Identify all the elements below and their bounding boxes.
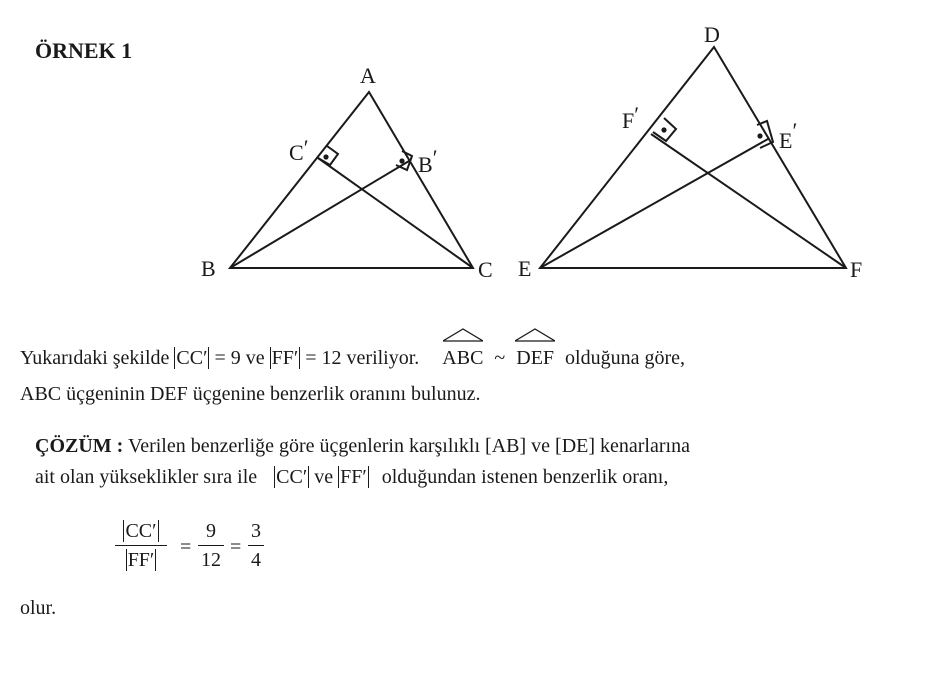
fraction-3-over-4: $\frac{3}{4}$ bbox=[248, 520, 264, 572]
label-c: C bbox=[478, 257, 493, 282]
label-b: B bbox=[201, 256, 216, 281]
similar-triangles-figure bbox=[0, 0, 938, 300]
similarity-sign: ~ bbox=[494, 347, 506, 369]
fraction-9-over-12: $\frac{9}{12}$ bbox=[198, 520, 224, 572]
solution-line-2: ait olan yükseklikler sıra ile CC′ ve FF′ olduğundan istenen benzerlik oranı, bbox=[35, 466, 669, 488]
segment-cc-prime: CC′ bbox=[176, 347, 208, 369]
triangle-def bbox=[540, 47, 846, 268]
example-title: ÖRNEK 1 bbox=[35, 38, 133, 63]
solution-label: ÇÖZÜM : bbox=[35, 435, 124, 457]
solution-end: olur. bbox=[20, 597, 57, 619]
label-b-prime: B′ bbox=[418, 145, 438, 177]
equals-sign-1: = bbox=[180, 536, 192, 558]
segment-ff-prime: FF′ bbox=[271, 347, 299, 369]
altitude-cc-prime bbox=[318, 158, 473, 268]
problem-line-2: ABC üçgeninin DEF üçgenine benzerlik oranını bulunuz. bbox=[20, 383, 481, 405]
segment-cc-prime: CC′ bbox=[276, 466, 308, 488]
altitude-ee-prime bbox=[540, 139, 768, 268]
triangle-hat-icon bbox=[443, 328, 483, 342]
solution-line-1: ÇÖZÜM : Verilen benzerliğe göre üçgenlerin karşılıklı [AB] ve [DE] kenarlarına bbox=[35, 435, 690, 457]
equals-sign-2: = bbox=[230, 536, 242, 558]
fraction-cc-over-ff: $\frac{CC'}{FF'}$ bbox=[115, 520, 167, 572]
label-e-prime: E′ bbox=[779, 118, 798, 153]
triangle-def-symbol: DEF bbox=[516, 348, 554, 368]
altitude-bb-prime bbox=[230, 161, 409, 268]
altitude-ff-prime bbox=[651, 134, 846, 268]
triangle-hat-icon bbox=[515, 328, 555, 342]
label-d: D bbox=[704, 22, 720, 47]
segment-ff-prime: FF′ bbox=[340, 466, 367, 488]
label-a: A bbox=[360, 63, 376, 88]
label-c-prime: C′ bbox=[289, 135, 309, 165]
label-f: F bbox=[850, 257, 863, 282]
triangle-abc-symbol: ABC bbox=[442, 348, 483, 368]
label-e: E bbox=[518, 256, 532, 281]
problem-line-1: Yukarıdaki şekilde CC′ = 9 ve FF′ = 12 veriliyor. ABC ~ DEF olduğuna göre, bbox=[20, 348, 685, 368]
label-f-prime: F′ bbox=[622, 102, 640, 133]
